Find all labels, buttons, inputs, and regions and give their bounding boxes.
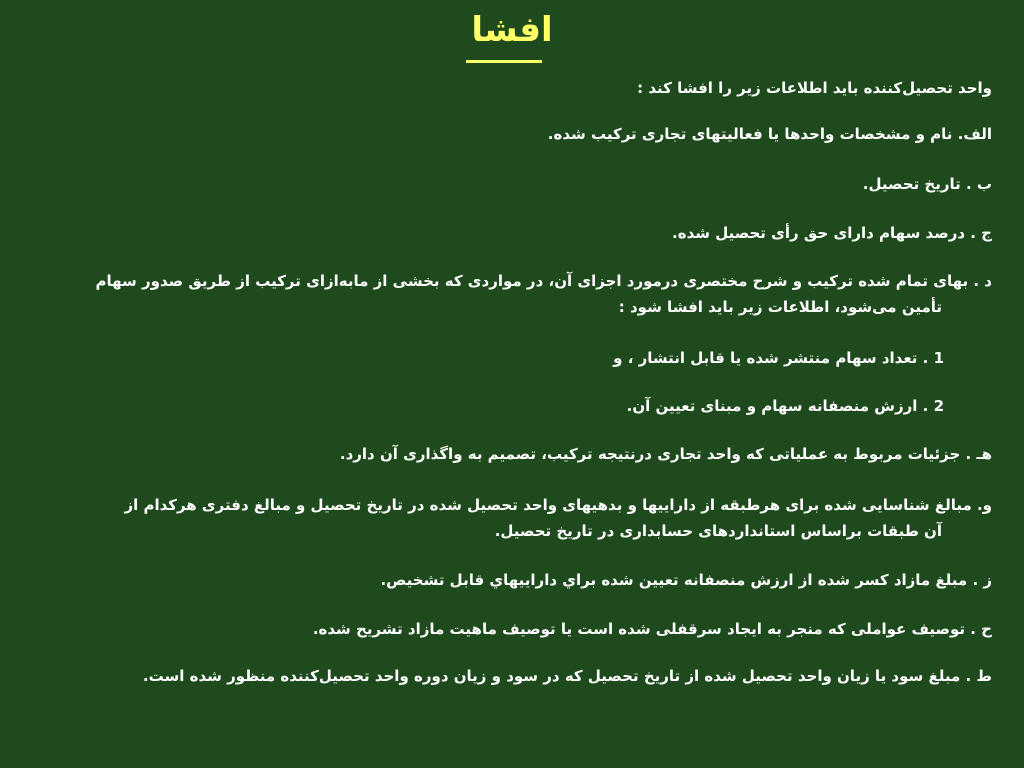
- item-dal-line2: تأمین می‌شود، اطلاعات زیر باید افشا شود :: [618, 298, 942, 316]
- item-dal: [14, 268, 992, 320]
- title-container: [0, 6, 1024, 54]
- item-jim: ج . درصد سهام دارای حق رأی تحصیل شده.: [672, 224, 992, 242]
- item-vav-line2: آن طبقات براساس استانداردهای حسابداری در تاریخ تحصیل.: [494, 522, 942, 540]
- item-be: ب . تاریخ تحصیل.: [862, 175, 992, 193]
- item-ze: ز . مبلغ مازاد کسر شده از ارزش منصفانه تعیین شده براي داراييهاي قابل تشخيص.: [380, 571, 992, 589]
- item-dal-line1: د . بهای تمام شده ترکیب و شرح مختصری درمورد اجزای آن، در مواردی که بخشی از مابه‌ازای ترکیب از طریق صدور سهام: [95, 272, 992, 290]
- slide-title: افشا: [471, 10, 553, 50]
- item-dal-sub1: 1 . تعداد سهام منتشر شده یا قابل انتشار ، و: [613, 349, 944, 367]
- item-he2: ح . توصیف عواملی که منجر به ایجاد سرقفلی شده است یا توصیف ماهیت مازاد تشریح شده.: [312, 620, 992, 638]
- item-dal-sub2: 2 . ارزش منصفانه سهام و مبنای تعیین آن.: [626, 397, 944, 415]
- item-alef: الف. نام و مشخصات واحدها یا فعالیتهای تجاری ترکیب شده.: [547, 125, 992, 143]
- item-ta: ط . مبلغ سود یا زیان واحد تحصیل شده از تاریخ تحصیل که در سود و زیان دوره واحد تحصیل‌کننده منظور شده است.: [142, 667, 992, 685]
- item-vav-line1: و. مبالغ شناسایی شده برای هرطبقه از داراییها و بدهیهای واحد تحصیل شده در تاریخ تحصیل و مبالغ دفتری هرکدام از: [124, 496, 992, 514]
- item-he: هـ . جزئیات مربوط به عملیاتی که واحد تجاری درنتیجه ترکیب، تصمیم به واگذاری آن دارد.: [339, 445, 992, 463]
- item-vav: [14, 492, 992, 544]
- title-underline: [466, 60, 542, 63]
- intro-text: واحد تحصیل‌کننده باید اطلاعات زیر را افشا کند :: [637, 79, 992, 97]
